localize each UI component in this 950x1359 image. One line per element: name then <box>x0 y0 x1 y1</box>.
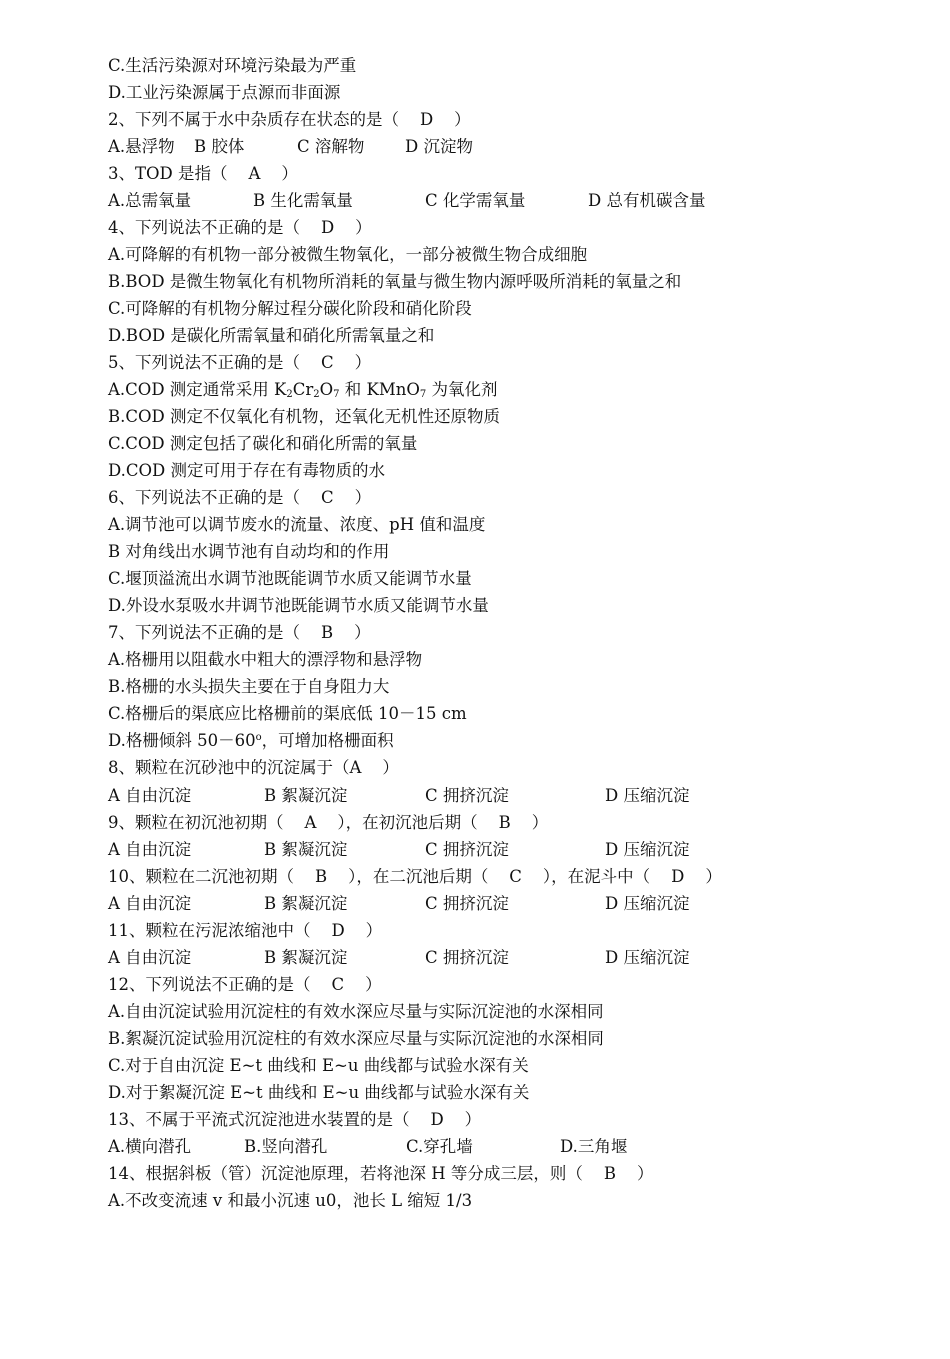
option: A 自由沉淀 <box>108 840 192 859</box>
option-line: D.对于絮凝沉淀 E~t 曲线和 E~u 曲线都与试验水深有关 <box>108 1083 530 1102</box>
option-line: D.工业污染源属于点源而非面源 <box>108 83 341 102</box>
option: B 胶体 <box>194 137 245 156</box>
option: B 絮凝沉淀 <box>264 948 348 967</box>
option: D.三角堰 <box>560 1137 628 1156</box>
question-line: 10、颗粒在二沉池初期（ B ），在二沉池后期（ C ），在泥斗中（ D ） <box>108 867 722 886</box>
option-line: B 对角线出水调节池有自动均和的作用 <box>108 542 390 561</box>
options-row <box>108 946 908 970</box>
option: D 压缩沉淀 <box>605 840 690 859</box>
option: C 拥挤沉淀 <box>425 894 509 913</box>
question-line: 4、下列说法不正确的是（ D ） <box>108 218 372 237</box>
question-line: 6、下列说法不正确的是（ C ） <box>108 488 372 507</box>
options-row <box>108 1135 908 1159</box>
option-line: C.可降解的有机物分解过程分碳化阶段和硝化阶段 <box>108 299 472 318</box>
option-line: B.COD 测定不仅氧化有机物，还氧化无机性还原物质 <box>108 407 500 426</box>
option: D 压缩沉淀 <box>605 894 690 913</box>
options-row <box>108 189 908 213</box>
option-line: C.堰顶溢流出水调节池既能调节水质又能调节水量 <box>108 569 472 588</box>
option: C 拥挤沉淀 <box>425 786 509 805</box>
question-line: 11、颗粒在污泥浓缩池中（ D ） <box>108 921 383 940</box>
option: D 压缩沉淀 <box>605 786 690 805</box>
option-line: A.可降解的有机物一部分被微生物氧化，一部分被微生物合成细胞 <box>108 245 588 264</box>
option-line: A.调节池可以调节废水的流量、浓度、pH 值和温度 <box>108 515 486 534</box>
option: B 生化需氧量 <box>253 191 353 210</box>
option-line: C.对于自由沉淀 E~t 曲线和 E~u 曲线都与试验水深有关 <box>108 1056 529 1075</box>
option: A 自由沉淀 <box>108 948 192 967</box>
option: A.横向潜孔 <box>108 1137 192 1156</box>
options-row <box>108 838 908 862</box>
option: B 絮凝沉淀 <box>264 894 348 913</box>
question-line: 9、颗粒在初沉池初期（ A ），在初沉池后期（ B ） <box>108 813 549 832</box>
option-line: B.BOD 是微生物氧化有机物所消耗的氧量与微生物内源呼吸所消耗的氧量之和 <box>108 272 682 291</box>
options-row <box>108 135 908 159</box>
option-line: C.COD 测定包括了碳化和硝化所需的氧量 <box>108 434 418 453</box>
question-line: 14、根据斜板（管）沉淀池原理，若将池深 H 等分成三层，则（ B ） <box>108 1164 654 1183</box>
option: A 自由沉淀 <box>108 894 192 913</box>
option: D 压缩沉淀 <box>605 948 690 967</box>
option-line: C.生活污染源对环境污染最为严重 <box>108 56 357 75</box>
option-line: D.外设水泵吸水井调节池既能调节水质又能调节水量 <box>108 596 489 615</box>
option-line: C.格栅后的渠底应比格栅前的渠底低 10－15 cm <box>108 704 467 723</box>
option-line: D.格栅倾斜 $50-60^o$，可增加格栅面积 <box>108 731 394 750</box>
option: B 絮凝沉淀 <box>264 786 348 805</box>
option: D 总有机碳含量 <box>588 191 706 210</box>
option: A.总需氧量 <box>108 191 192 210</box>
option-line: B.格栅的水头损失主要在于自身阻力大 <box>108 677 390 696</box>
question-line: 13、不属于平流式沉淀池进水装置的是（ D ） <box>108 1110 482 1129</box>
option: A 自由沉淀 <box>108 786 192 805</box>
option: C 拥挤沉淀 <box>425 840 509 859</box>
option-line: D.COD 测定可用于存在有毒物质的水 <box>108 461 386 480</box>
option: C 溶解物 <box>297 137 365 156</box>
question-line: 3、TOD 是指（ A ） <box>108 164 298 183</box>
option-line: A.自由沉淀试验用沉淀柱的有效水深应尽量与实际沉淀池的水深相同 <box>108 1002 604 1021</box>
question-line: 12、下列说法不正确的是（ C ） <box>108 975 382 994</box>
option-line: D.BOD 是碳化所需氧量和硝化所需氧量之和 <box>108 326 435 345</box>
options-row <box>108 892 908 916</box>
option: C.穿孔墙 <box>406 1137 473 1156</box>
option-line: B.絮凝沉淀试验用沉淀柱的有效水深应尽量与实际沉淀池的水深相同 <box>108 1029 604 1048</box>
option: D 沉淀物 <box>405 137 473 156</box>
option: B.竖向潜孔 <box>244 1137 328 1156</box>
option: C 拥挤沉淀 <box>425 948 509 967</box>
option-line: A.不改变流速 v 和最小沉速 u0，池长 L 缩短 1/3 <box>108 1191 473 1210</box>
option: C 化学需氧量 <box>425 191 526 210</box>
option: A.悬浮物 <box>108 137 175 156</box>
option: B 絮凝沉淀 <box>264 840 348 859</box>
option-line: A.格栅用以阻截水中粗大的漂浮物和悬浮物 <box>108 650 423 669</box>
question-line: 2、下列不属于水中杂质存在状态的是（ D ） <box>108 110 471 129</box>
question-line: 5、下列说法不正确的是（ C ） <box>108 353 372 372</box>
question-line: 8、颗粒在沉砂池中的沉淀属于（A ） <box>108 758 399 777</box>
option-line: A.COD 测定通常采用 $K_2Cr_2O_7$ 和 KMnO$_7$ 为氧化剂 <box>108 380 498 400</box>
question-line: 7、下列说法不正确的是（ B ） <box>108 623 371 642</box>
options-row <box>108 784 908 808</box>
